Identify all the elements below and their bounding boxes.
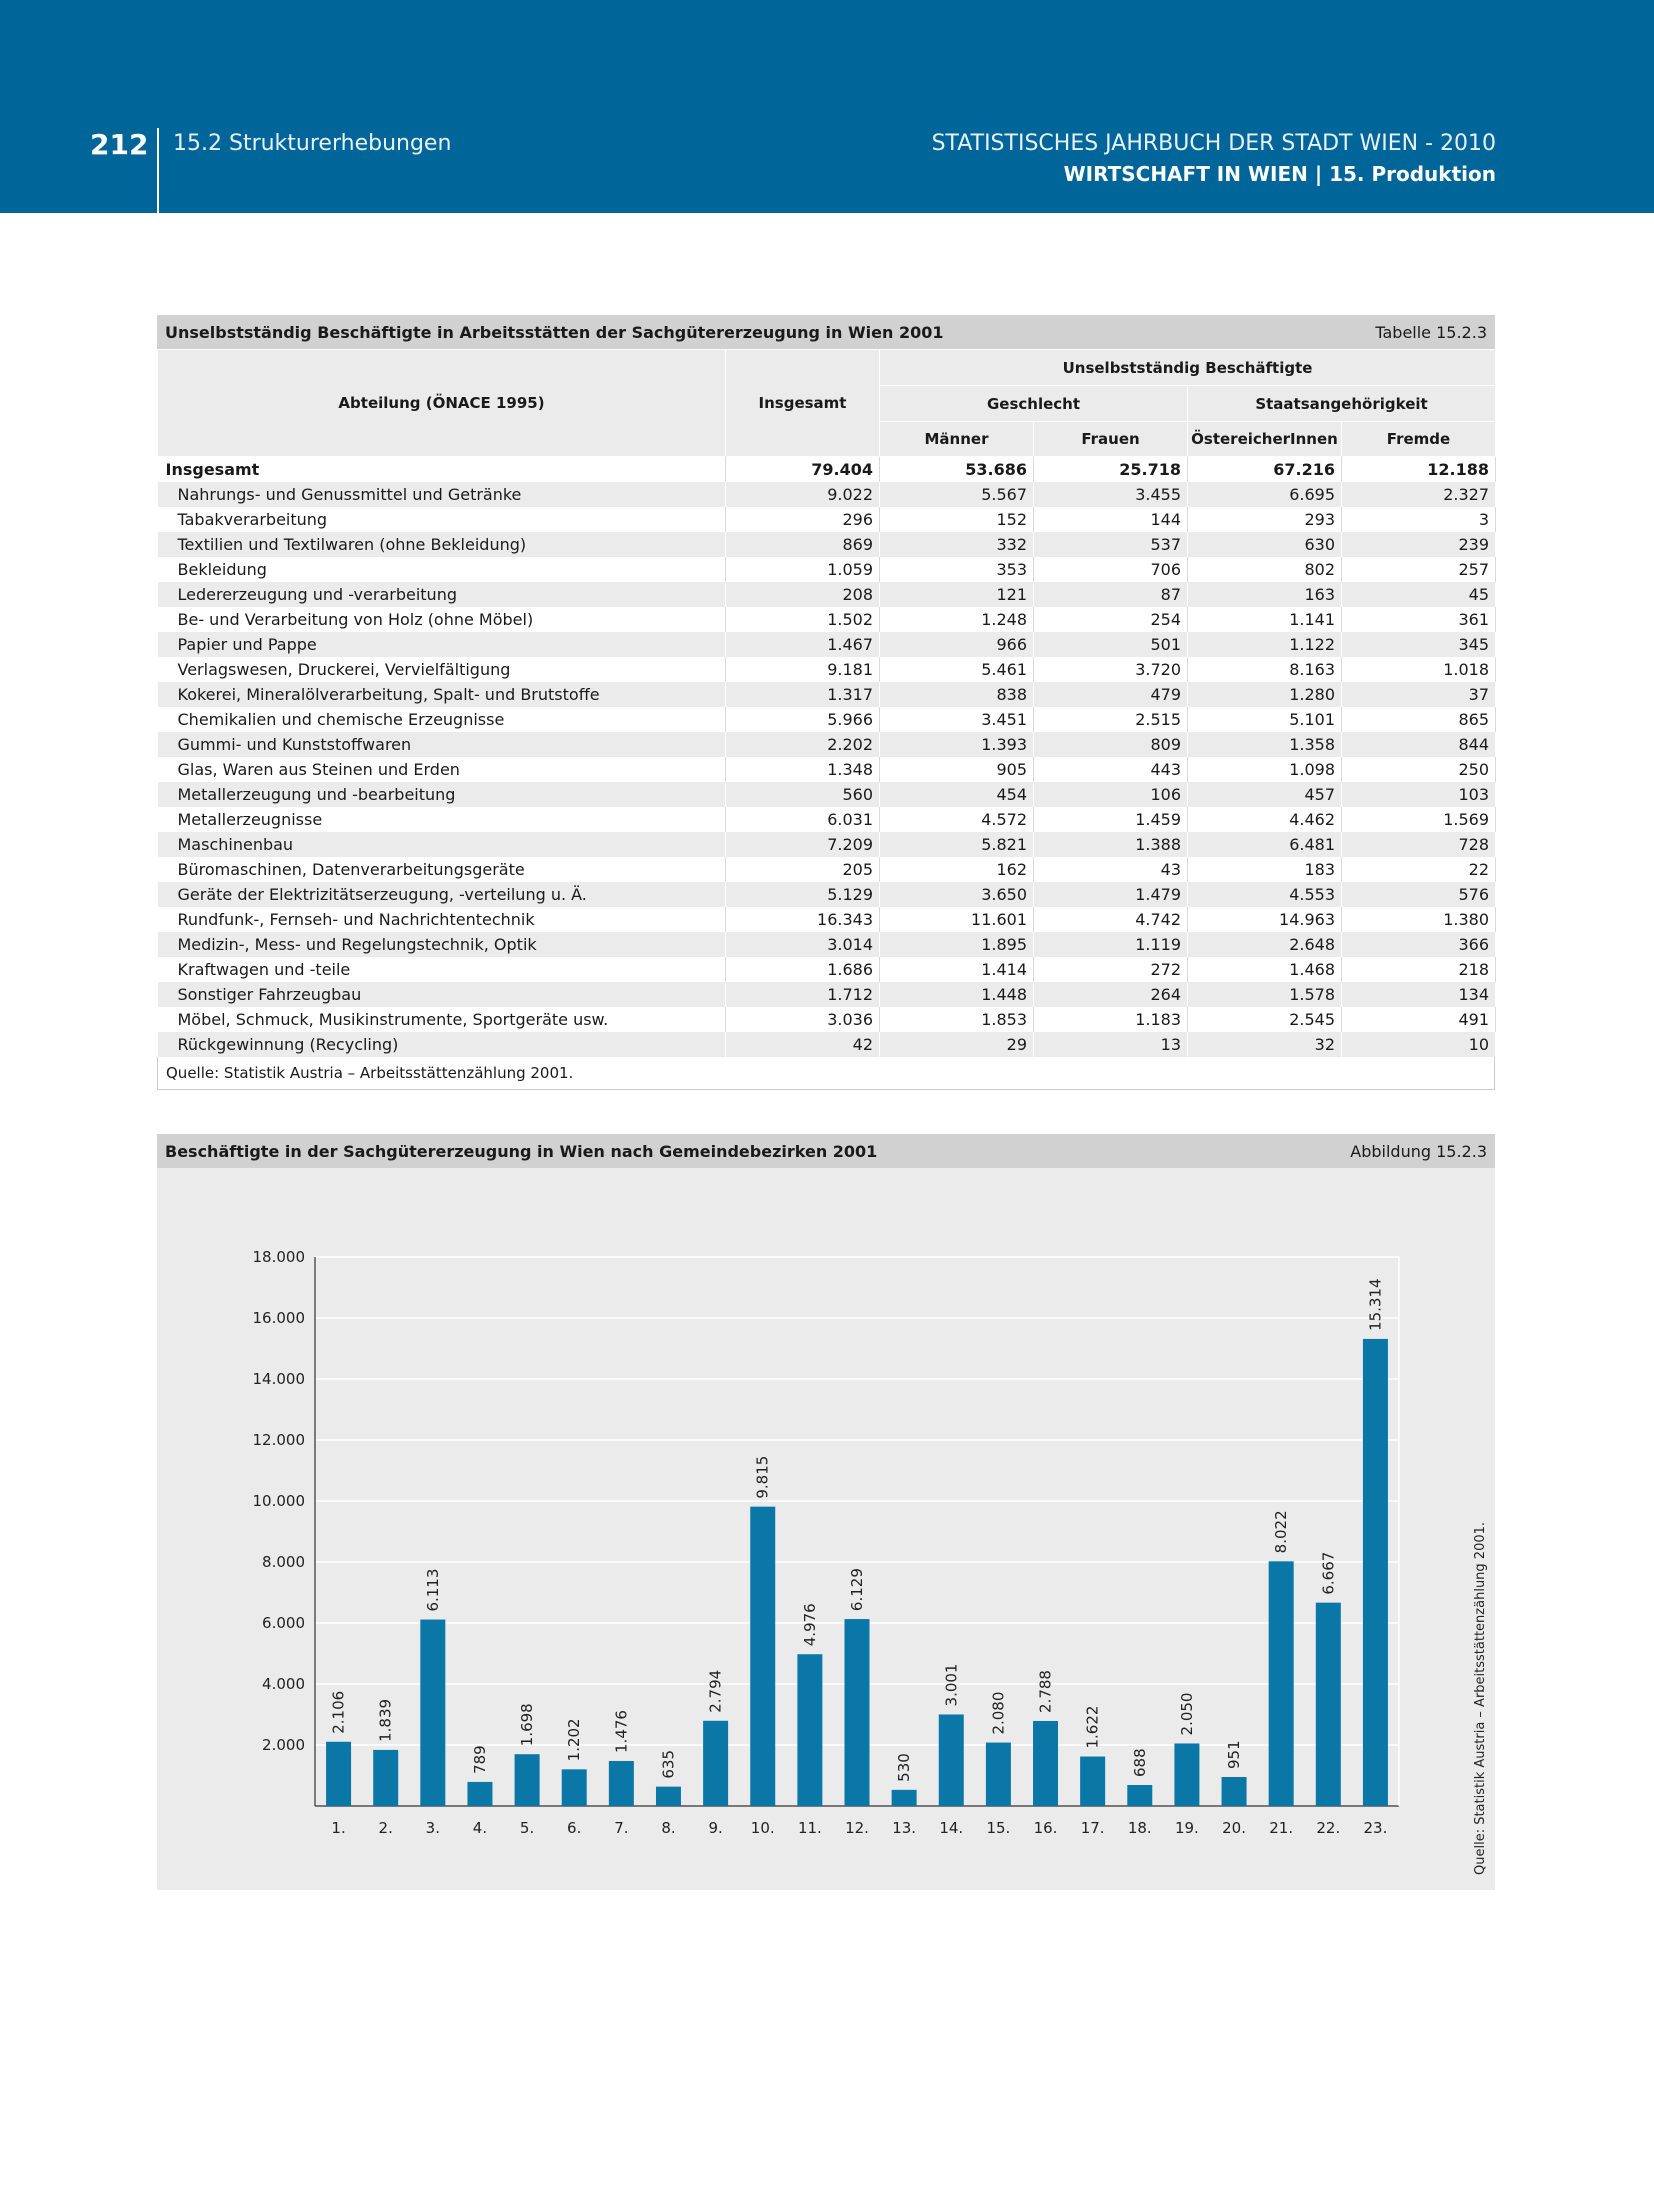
y-tick-label: 18.000: [252, 1248, 305, 1266]
row-value: 239: [1342, 532, 1496, 557]
bar: [1222, 1777, 1247, 1806]
table-row: [158, 582, 1496, 607]
row-label: Nahrungs- und Genussmittel und Getränke: [158, 482, 726, 507]
table-row: [158, 482, 1496, 507]
data-label: 1.202: [565, 1718, 584, 1762]
row-value: 208: [726, 582, 880, 607]
row-label: Geräte der Elektrizitätserzeugung, -verteilung u. Ä.: [158, 882, 726, 907]
x-tick-label: 5.: [519, 1819, 535, 1837]
row-value: 1.317: [726, 682, 880, 707]
row-value: 1.098: [1188, 757, 1342, 782]
row-value: 12.188: [1342, 457, 1496, 483]
row-value: 2.202: [726, 732, 880, 757]
data-table: [157, 349, 1496, 1057]
row-value: 366: [1342, 932, 1496, 957]
row-value: 1.388: [1034, 832, 1188, 857]
row-value: 1.448: [880, 982, 1034, 1007]
data-label: 15.314: [1366, 1278, 1385, 1331]
row-value: 1.414: [880, 957, 1034, 982]
bar: [1269, 1561, 1294, 1806]
table-row: [158, 807, 1496, 832]
table-row: [158, 557, 1496, 582]
row-value: 1.712: [726, 982, 880, 1007]
data-label: 1.622: [1083, 1705, 1102, 1749]
x-tick-label: 21.: [1269, 1819, 1294, 1837]
row-value: 2.648: [1188, 932, 1342, 957]
row-value: 264: [1034, 982, 1188, 1007]
data-label: 6.667: [1319, 1551, 1338, 1595]
header-fremde: Fremde: [1342, 422, 1496, 457]
bar: [1316, 1603, 1341, 1806]
x-tick-label: 10.: [750, 1819, 775, 1837]
row-label: Maschinenbau: [158, 832, 726, 857]
data-label: 1.698: [518, 1703, 537, 1747]
x-tick-label: 9.: [708, 1819, 723, 1837]
row-value: 454: [880, 782, 1034, 807]
row-value: 121: [880, 582, 1034, 607]
page-header: [0, 0, 1654, 213]
row-label: Textilien und Textilwaren (ohne Bekleidung): [158, 532, 726, 557]
header-staat: Staatsangehörigkeit: [1188, 386, 1496, 422]
row-label: Büromaschinen, Datenverarbeitungsgeräte: [158, 857, 726, 882]
x-tick-label: 16.: [1033, 1819, 1058, 1837]
data-label: 1.476: [612, 1710, 631, 1753]
table-row: [158, 882, 1496, 907]
row-value: 3.014: [726, 932, 880, 957]
row-value: 332: [880, 532, 1034, 557]
row-value: 4.572: [880, 807, 1034, 832]
row-value: 1.459: [1034, 807, 1188, 832]
row-value: 29: [880, 1032, 1034, 1057]
row-value: 6.481: [1188, 832, 1342, 857]
x-tick-label: 14.: [939, 1819, 964, 1837]
row-value: 272: [1034, 957, 1188, 982]
row-value: 5.821: [880, 832, 1034, 857]
row-value: 706: [1034, 557, 1188, 582]
table-row: [158, 857, 1496, 882]
row-value: 3.451: [880, 707, 1034, 732]
row-value: 802: [1188, 557, 1342, 582]
row-value: 6.031: [726, 807, 880, 832]
bar: [562, 1769, 587, 1806]
figure-source: Quelle: Statistik Austria – Arbeitsstättenzählung 2001.: [1473, 1521, 1488, 1875]
row-value: 353: [880, 557, 1034, 582]
x-tick-label: 11.: [797, 1819, 822, 1837]
row-value: 296: [726, 507, 880, 532]
row-value: 254: [1034, 607, 1188, 632]
row-value: 1.119: [1034, 932, 1188, 957]
row-value: 1.479: [1034, 882, 1188, 907]
x-tick-label: 13.: [892, 1819, 917, 1837]
row-value: 5.129: [726, 882, 880, 907]
x-tick-label: 7.: [614, 1819, 629, 1837]
section-title: 15.2 Strukturerhebungen: [173, 131, 452, 156]
row-value: 250: [1342, 757, 1496, 782]
row-value: 537: [1034, 532, 1188, 557]
row-value: 443: [1034, 757, 1188, 782]
data-label: 8.022: [1272, 1510, 1291, 1554]
bar: [1174, 1743, 1199, 1806]
row-value: 67.216: [1188, 457, 1342, 483]
data-label: 1.839: [376, 1698, 395, 1742]
row-value: 13: [1034, 1032, 1188, 1057]
bar: [845, 1619, 870, 1806]
bar: [326, 1742, 351, 1806]
row-value: 7.209: [726, 832, 880, 857]
row-label: Rückgewinnung (Recycling): [158, 1032, 726, 1057]
row-value: 1.018: [1342, 657, 1496, 682]
data-label: 2.788: [1036, 1670, 1055, 1713]
row-value: 25.718: [1034, 457, 1188, 483]
row-value: 869: [726, 532, 880, 557]
row-value: 1.895: [880, 932, 1034, 957]
bar: [1080, 1757, 1105, 1806]
row-label: Rundfunk-, Fernseh- und Nachrichtentechnik: [158, 907, 726, 932]
row-value: 22: [1342, 857, 1496, 882]
figure-number: Abbildung 15.2.3: [1350, 1141, 1487, 1161]
y-tick-label: 16.000: [252, 1309, 305, 1327]
row-value: 144: [1034, 507, 1188, 532]
row-label: Tabakverarbeitung: [158, 507, 726, 532]
row-value: 183: [1188, 857, 1342, 882]
row-value: 1.467: [726, 632, 880, 657]
table-number: Tabelle 15.2.3: [1375, 322, 1487, 342]
bar: [939, 1714, 964, 1806]
y-tick-label: 6.000: [262, 1614, 305, 1632]
bar: [373, 1750, 398, 1806]
row-value: 479: [1034, 682, 1188, 707]
row-value: 1.141: [1188, 607, 1342, 632]
bar-chart: [157, 1168, 1495, 1890]
table-source: Quelle: Statistik Austria – Arbeitsstättenzählung 2001.: [157, 1057, 1495, 1090]
data-label: 3.001: [942, 1663, 961, 1707]
row-value: 4.742: [1034, 907, 1188, 932]
y-tick-label: 10.000: [252, 1492, 305, 1510]
row-value: 5.567: [880, 482, 1034, 507]
bar: [656, 1787, 681, 1806]
data-label: 6.129: [848, 1568, 866, 1612]
row-value: 1.853: [880, 1007, 1034, 1032]
x-tick-label: 15.: [986, 1819, 1011, 1837]
row-value: 1.059: [726, 557, 880, 582]
data-label: 951: [1225, 1740, 1244, 1769]
figure-caption: [157, 1134, 1495, 1168]
header-abteilung: Abteilung (ÖNACE 1995): [158, 350, 726, 457]
table-container: [157, 315, 1495, 1090]
x-tick-label: 22.: [1316, 1819, 1341, 1837]
data-label: 2.080: [989, 1691, 1008, 1735]
row-value: 106: [1034, 782, 1188, 807]
x-tick-label: 23.: [1363, 1819, 1388, 1837]
page-number: 212: [90, 128, 149, 161]
table-title: Unselbstständig Beschäftigte in Arbeitsstätten der Sachgütererzeugung in Wien 2001: [165, 322, 944, 342]
row-value: 1.348: [726, 757, 880, 782]
row-value: 134: [1342, 982, 1496, 1007]
table-body: [158, 457, 1496, 1058]
header-geschlecht: Geschlecht: [880, 386, 1188, 422]
y-tick-label: 4.000: [262, 1675, 305, 1693]
table-row: [158, 532, 1496, 557]
row-value: 844: [1342, 732, 1496, 757]
row-value: 45: [1342, 582, 1496, 607]
table-row: [158, 782, 1496, 807]
row-label: Kraftwagen und -teile: [158, 957, 726, 982]
row-label: Medizin-, Mess- und Regelungstechnik, Optik: [158, 932, 726, 957]
row-value: 53.686: [880, 457, 1034, 483]
table-row: [158, 957, 1496, 982]
row-value: 838: [880, 682, 1034, 707]
row-value: 1.569: [1342, 807, 1496, 832]
data-label: 635: [659, 1749, 678, 1779]
row-value: 10: [1342, 1032, 1496, 1057]
row-value: 1.183: [1034, 1007, 1188, 1032]
x-tick-label: 3.: [425, 1819, 440, 1837]
data-label: 2.794: [706, 1669, 725, 1713]
row-value: 14.963: [1188, 907, 1342, 932]
row-label: Sonstiger Fahrzeugbau: [158, 982, 726, 1007]
bar: [892, 1790, 917, 1806]
x-tick-label: 17.: [1080, 1819, 1105, 1837]
row-value: 5.101: [1188, 707, 1342, 732]
bar: [703, 1721, 728, 1806]
row-value: 576: [1342, 882, 1496, 907]
row-value: 4.553: [1188, 882, 1342, 907]
bar: [467, 1782, 492, 1806]
table-total-row: [158, 457, 1496, 483]
row-value: 79.404: [726, 457, 880, 483]
book-title: STATISTISCHES JAHRBUCH DER STADT WIEN - 2010: [931, 131, 1496, 156]
row-label: Chemikalien und chemische Erzeugnisse: [158, 707, 726, 732]
row-value: 491: [1342, 1007, 1496, 1032]
row-value: 3.720: [1034, 657, 1188, 682]
row-value: 3.036: [726, 1007, 880, 1032]
row-value: 501: [1034, 632, 1188, 657]
row-label: Bekleidung: [158, 557, 726, 582]
row-value: 3.455: [1034, 482, 1188, 507]
row-value: 11.601: [880, 907, 1034, 932]
x-tick-label: 12.: [845, 1819, 869, 1837]
row-value: 2.327: [1342, 482, 1496, 507]
row-value: 966: [880, 632, 1034, 657]
row-value: 152: [880, 507, 1034, 532]
data-label: 530: [895, 1753, 914, 1782]
row-value: 6.695: [1188, 482, 1342, 507]
row-value: 9.181: [726, 657, 880, 682]
bar: [1033, 1721, 1058, 1806]
row-value: 728: [1342, 832, 1496, 857]
table-row: [158, 757, 1496, 782]
table-row: [158, 707, 1496, 732]
row-value: 1.393: [880, 732, 1034, 757]
row-value: 163: [1188, 582, 1342, 607]
table-row: [158, 607, 1496, 632]
row-label: Be- und Verarbeitung von Holz (ohne Möbel): [158, 607, 726, 632]
x-tick-label: 2.: [378, 1819, 393, 1837]
header-frauen: Frauen: [1034, 422, 1188, 457]
row-label: Möbel, Schmuck, Musikinstrumente, Sportgeräte usw.: [158, 1007, 726, 1032]
bar: [986, 1743, 1011, 1806]
row-value: 2.545: [1188, 1007, 1342, 1032]
header-insgesamt: Insgesamt: [726, 350, 880, 457]
row-label: Gummi- und Kunststoffwaren: [158, 732, 726, 757]
header-oesterreicher: ÖstereicherInnen: [1188, 422, 1342, 457]
row-value: 5.966: [726, 707, 880, 732]
bar: [1127, 1785, 1152, 1806]
row-value: 3: [1342, 507, 1496, 532]
row-value: 43: [1034, 857, 1188, 882]
row-value: 1.578: [1188, 982, 1342, 1007]
data-label: 688: [1130, 1748, 1149, 1778]
row-label: Papier und Pappe: [158, 632, 726, 657]
bar: [515, 1754, 540, 1806]
table-caption: [157, 315, 1495, 349]
row-value: 4.462: [1188, 807, 1342, 832]
row-value: 257: [1342, 557, 1496, 582]
row-value: 905: [880, 757, 1034, 782]
row-value: 1.248: [880, 607, 1034, 632]
row-value: 361: [1342, 607, 1496, 632]
row-value: 1.502: [726, 607, 880, 632]
row-label: Metallerzeugung und -bearbeitung: [158, 782, 726, 807]
row-value: 293: [1188, 507, 1342, 532]
y-tick-label: 14.000: [252, 1370, 305, 1388]
table-row: [158, 832, 1496, 857]
bar: [1363, 1339, 1388, 1806]
x-tick-label: 6.: [567, 1819, 582, 1837]
row-value: 162: [880, 857, 1034, 882]
row-value: 5.461: [880, 657, 1034, 682]
row-value: 8.163: [1188, 657, 1342, 682]
table-row: [158, 682, 1496, 707]
data-label: 789: [470, 1745, 489, 1774]
row-label: Metallerzeugnisse: [158, 807, 726, 832]
row-label: Insgesamt: [158, 457, 726, 483]
figure-container: [157, 1134, 1495, 1890]
row-value: 2.515: [1034, 707, 1188, 732]
chapter-title: WIRTSCHAFT IN WIEN | 15. Produktion: [1063, 162, 1496, 186]
x-tick-label: 8.: [661, 1819, 676, 1837]
table-row: [158, 507, 1496, 532]
row-value: 9.022: [726, 482, 880, 507]
row-value: 560: [726, 782, 880, 807]
table-row: [158, 732, 1496, 757]
row-label: Kokerei, Mineralölverarbeitung, Spalt- und Brutstoffe: [158, 682, 726, 707]
row-value: 218: [1342, 957, 1496, 982]
table-row: [158, 907, 1496, 932]
x-tick-label: 19.: [1174, 1819, 1199, 1837]
figure-title: Beschäftigte in der Sachgütererzeugung in Wien nach Gemeindebezirken 2001: [165, 1141, 878, 1161]
row-value: 16.343: [726, 907, 880, 932]
data-label: 4.976: [800, 1603, 819, 1647]
row-value: 37: [1342, 682, 1496, 707]
header-divider: [157, 128, 159, 213]
x-tick-label: 18.: [1127, 1819, 1152, 1837]
row-value: 103: [1342, 782, 1496, 807]
bar: [609, 1761, 634, 1806]
bar: [750, 1507, 775, 1806]
row-value: 1.358: [1188, 732, 1342, 757]
data-label: 2.050: [1177, 1692, 1196, 1736]
row-value: 1.380: [1342, 907, 1496, 932]
row-value: 1.280: [1188, 682, 1342, 707]
row-label: Verlagswesen, Druckerei, Vervielfältigung: [158, 657, 726, 682]
table-row: [158, 1007, 1496, 1032]
y-tick-label: 8.000: [262, 1553, 305, 1571]
bar: [420, 1620, 445, 1806]
row-value: 32: [1188, 1032, 1342, 1057]
data-label: 2.106: [329, 1690, 348, 1734]
header-group: Unselbstständig Beschäftigte: [880, 350, 1496, 386]
row-value: 809: [1034, 732, 1188, 757]
x-tick-label: 4.: [472, 1819, 488, 1837]
bar: [797, 1654, 822, 1806]
table-row: [158, 632, 1496, 657]
y-tick-label: 2.000: [262, 1736, 305, 1754]
data-label: 6.113: [423, 1568, 442, 1612]
row-value: 87: [1034, 582, 1188, 607]
row-value: 865: [1342, 707, 1496, 732]
table-row: [158, 657, 1496, 682]
header-maenner: Männer: [880, 422, 1034, 457]
data-label: 9.815: [753, 1455, 772, 1499]
row-value: 3.650: [880, 882, 1034, 907]
table-row: [158, 932, 1496, 957]
table-row: [158, 1032, 1496, 1057]
row-label: Glas, Waren aus Steinen und Erden: [158, 757, 726, 782]
row-value: 1.686: [726, 957, 880, 982]
x-tick-label: 1.: [331, 1819, 346, 1837]
row-value: 630: [1188, 532, 1342, 557]
row-value: 1.122: [1188, 632, 1342, 657]
row-value: 205: [726, 857, 880, 882]
table-row: [158, 982, 1496, 1007]
y-tick-label: 12.000: [252, 1431, 305, 1449]
x-tick-label: 20.: [1222, 1819, 1246, 1837]
row-value: 457: [1188, 782, 1342, 807]
row-value: 42: [726, 1032, 880, 1057]
row-value: 1.468: [1188, 957, 1342, 982]
row-value: 345: [1342, 632, 1496, 657]
row-label: Ledererzeugung und -verarbeitung: [158, 582, 726, 607]
